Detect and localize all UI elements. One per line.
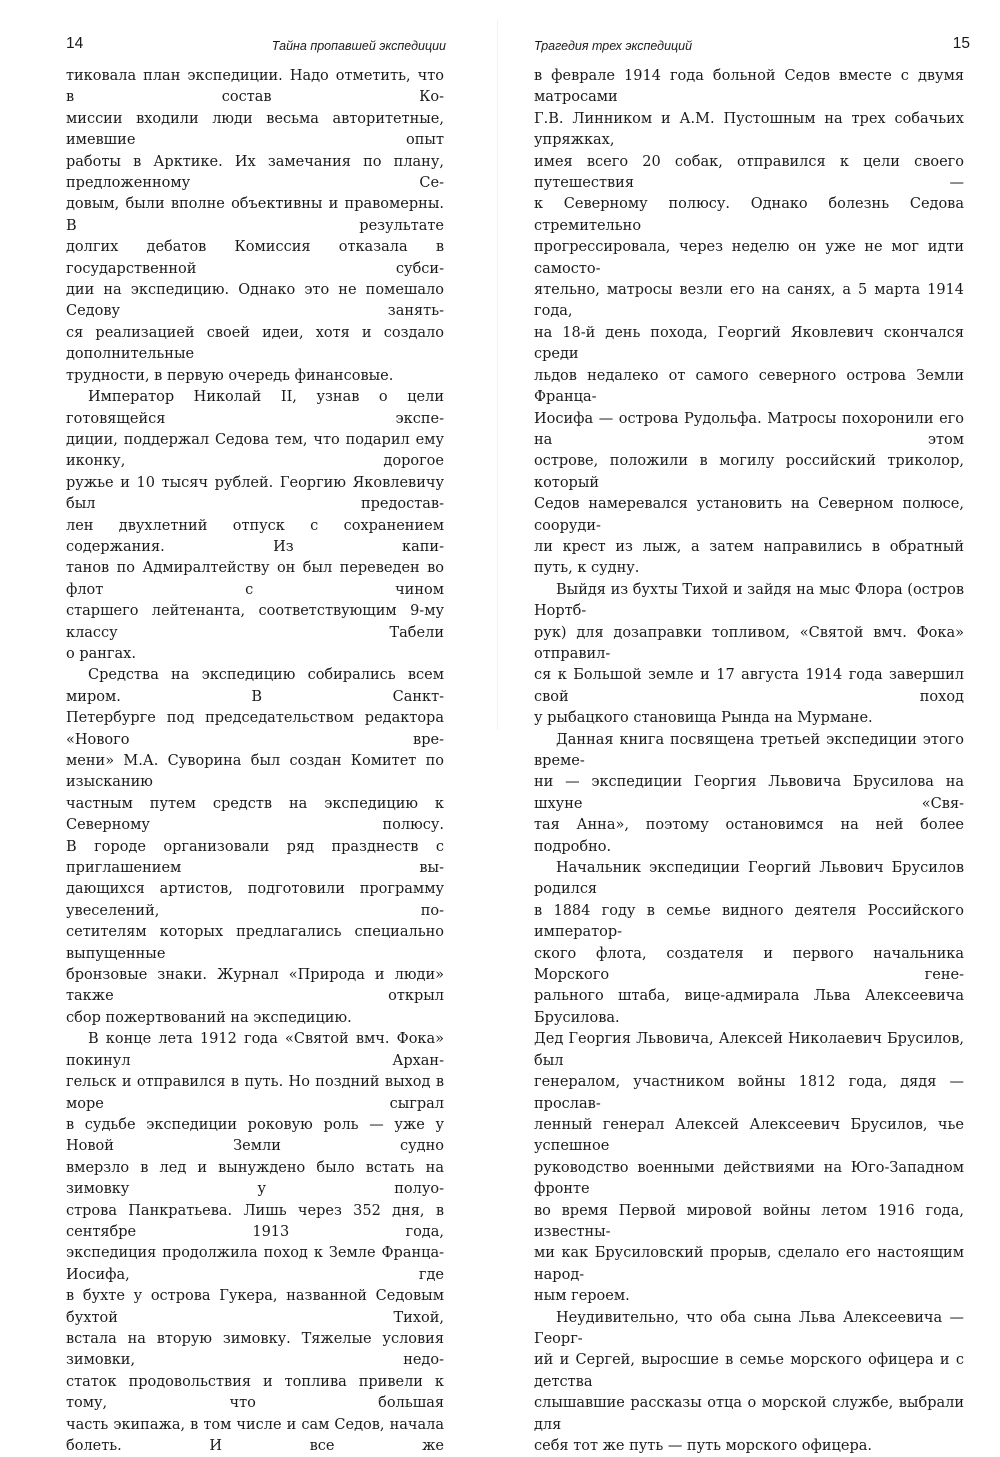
text-line: Император Николай II, узнав о цели готовящейся экспе- [66,389,444,427]
text-line: Петербурге под председательством редактора «Нового вре- [66,710,444,748]
page-text [534,66,964,1457]
text-line: старшего лейтенанта, соответствующим 9-му классу Табели [66,603,444,641]
text-line: руководство военными действиями на Юго-Западном фронте [534,1159,964,1198]
text-line: долгих дебатов Комиссия отказала в государственной субси- [66,239,444,277]
text-line: в бухте у острова Гукера, названной Седовым бухтой Тихой, [66,1288,444,1326]
text-line: довым, были вполне объективны и правомерны. В результате [66,196,444,234]
text-line: Средства на экспедицию собирались всем миром. В Санкт- [66,667,444,705]
text-line: мени» М.А. Суворина был создан Комитет по изысканию [66,753,444,791]
text-line: рук) для дозаправки топливом, «Святой вмч. Фока» отправил- [534,624,964,662]
text-line: имея всего 20 собак, отправился к цели своего путешествия — [534,153,964,192]
text-line: В городе организовали ряд празднеств с приглашением вы- [66,838,444,877]
text-line: острове, положили в могилу российский триколор, который [534,453,964,491]
right-page [530,0,1000,1454]
left-page [0,0,470,1454]
text-line: диции, поддержал Седова тем, что подарил ему иконку, дорогое [66,431,444,470]
text-line: сетителям которых предлагались специально выпущенные [66,924,444,962]
text-line: генералом, участником войны 1812 года, дядя — прослав- [534,1074,964,1112]
text-line: ятельно, матросы везли его на санях, а 5 марта 1914 года, [534,282,964,320]
text-line: рального штаба, вице-адмирала Льва Алексеевича Брусилова. [534,988,964,1026]
text-line: дающихся артистов, подготовили программу увеселений, по- [66,881,444,919]
running-title: Трагедия трех экспедиций [534,39,693,53]
text-line: Дед Георгия Львовича, Алексей Николаевич Брусилов, был [534,1031,964,1069]
text-line: встала на вторую зимовку. Тяжелые условия зимовки, недо- [66,1330,444,1369]
text-line: ни — экспедиции Георгия Львовича Брусилова на шхуне «Свя- [534,774,964,812]
text-line: экспедиция продолжила поход к Земле Франца-Иосифа, где [66,1245,444,1283]
text-line: работы в Арктике. Их замечания по плану, предложенному Се- [66,153,444,192]
text-line: Неудивительно, что оба сына Льва Алексеевича — Георг- [534,1309,964,1347]
text-line: льдов недалеко от самого северного острова Земли Франца- [534,367,964,406]
page-text [66,66,444,1457]
text-line: бронзовые знаки. Журнал «Природа и люди» также открыл [66,967,444,1005]
text-line: часть экипажа, в том числе и сам Седов, начала болеть. И все же [66,1416,444,1454]
text-line: Иосифа — острова Рудольфа. Матросы похоронили его на этом [534,410,964,448]
text-line: ся реализацией своей идеи, хотя и создало дополнительные [66,324,444,363]
text-line: о рангах. [66,645,136,662]
text-line: в феврале 1914 года больной Седов вместе с двумя матросами [534,68,964,106]
text-line: ся к Большой земле и 17 августа 1914 года завершил свой поход [534,667,964,705]
text-line: тиковала план экспедиции. Надо отметить, что в состав Ко- [66,68,444,106]
text-line: частным путем средств на экспедицию к Северному полюсу. [66,795,444,834]
text-line: сбор пожертвований на экспедицию. [66,1009,352,1026]
text-line: гельск и отправился в путь. Но поздний выход в море сыграл [66,1074,444,1112]
text-line: ского флота, создателя и первого начальника Морского гене- [534,945,964,984]
text-line: в 1884 году в семье видного деятеля Российского император- [534,902,964,941]
text-line: ми как Брусиловский прорыв, сделало его настоящим народ- [534,1245,964,1283]
text-line: В конце лета 1912 года «Святой вмч. Фока» покинул Архан- [66,1031,444,1069]
running-title: Тайна пропавшей экспедиции [271,39,446,53]
text-line: у рыбацкого становища Рында на Мурмане. [534,710,873,727]
text-line: вмерзло в лед и вынуждено было встать на зимовку у полуо- [66,1159,444,1198]
text-line: дии на экспедицию. Однако это не помешало Седову занять- [66,282,444,320]
text-line: ружье и 10 тысяч рублей. Георгию Яковлевичу был предостав- [66,474,444,513]
text-line: танов по Адмиралтейству он был переведен во флот с чином [66,560,444,598]
text-line: Выйдя из бухты Тихой и зайдя на мыс Флора (остров Нортб- [534,581,964,620]
text-line: тая Анна», поэтому остановимся на ней более подробно. [534,817,964,855]
text-line: лен двухлетний отпуск с сохранением содержания. Из капи- [66,517,444,555]
text-line: к Северному полюсу. Однако болезнь Седова стремительно [534,196,964,234]
text-line: ным героем. [534,1288,630,1305]
text-line: строва Панкратьева. Лишь через 352 дня, в сентябре 1913 года, [66,1202,444,1240]
text-line: слышавшие рассказы отца о морской службе, выбрали для [534,1395,964,1433]
text-line: ий и Сергей, выросшие в семье морского офицера и с детства [534,1352,964,1390]
text-line: себя тот же путь — путь морского офицера. [534,1438,872,1454]
text-line: на 18-й день похода, Георгий Яковлевич скончался среди [534,324,964,363]
text-line: ленный генерал Алексей Алексеевич Брусилов, чье успешное [534,1116,964,1155]
text-line: Начальник экспедиции Георгий Львович Брусилов родился [534,860,964,898]
text-line: ли крест из лыж, а затем направились в обратный путь, к судну. [534,538,964,577]
text-line: трудности, в первую очередь финансовые. [66,367,394,384]
page-number: 15 [952,35,970,52]
text-line: во время Первой мировой войны летом 1916 года, известны- [534,1202,964,1240]
text-line: в судьбе экспедиции роковую роль — уже у Новой Земли судно [66,1116,444,1155]
text-line: миссии входили люди весьма авторитетные, имевшие опыт [66,110,444,149]
book-spine-gutter [497,20,498,730]
text-line: Г.В. Линником и А.М. Пустошным на трех собачьих упряжках, [534,110,964,149]
text-line: статок продовольствия и топлива привели к тому, что большая [66,1373,444,1412]
text-line: Седов намеревался установить на Северном полюсе, сооруди- [534,496,964,534]
text-line: прогрессировала, через неделю он уже не мог идти самосто- [534,239,964,277]
page-number: 14 [66,35,84,52]
text-line: Данная книга посвящена третьей экспедиции этого време- [534,731,964,769]
